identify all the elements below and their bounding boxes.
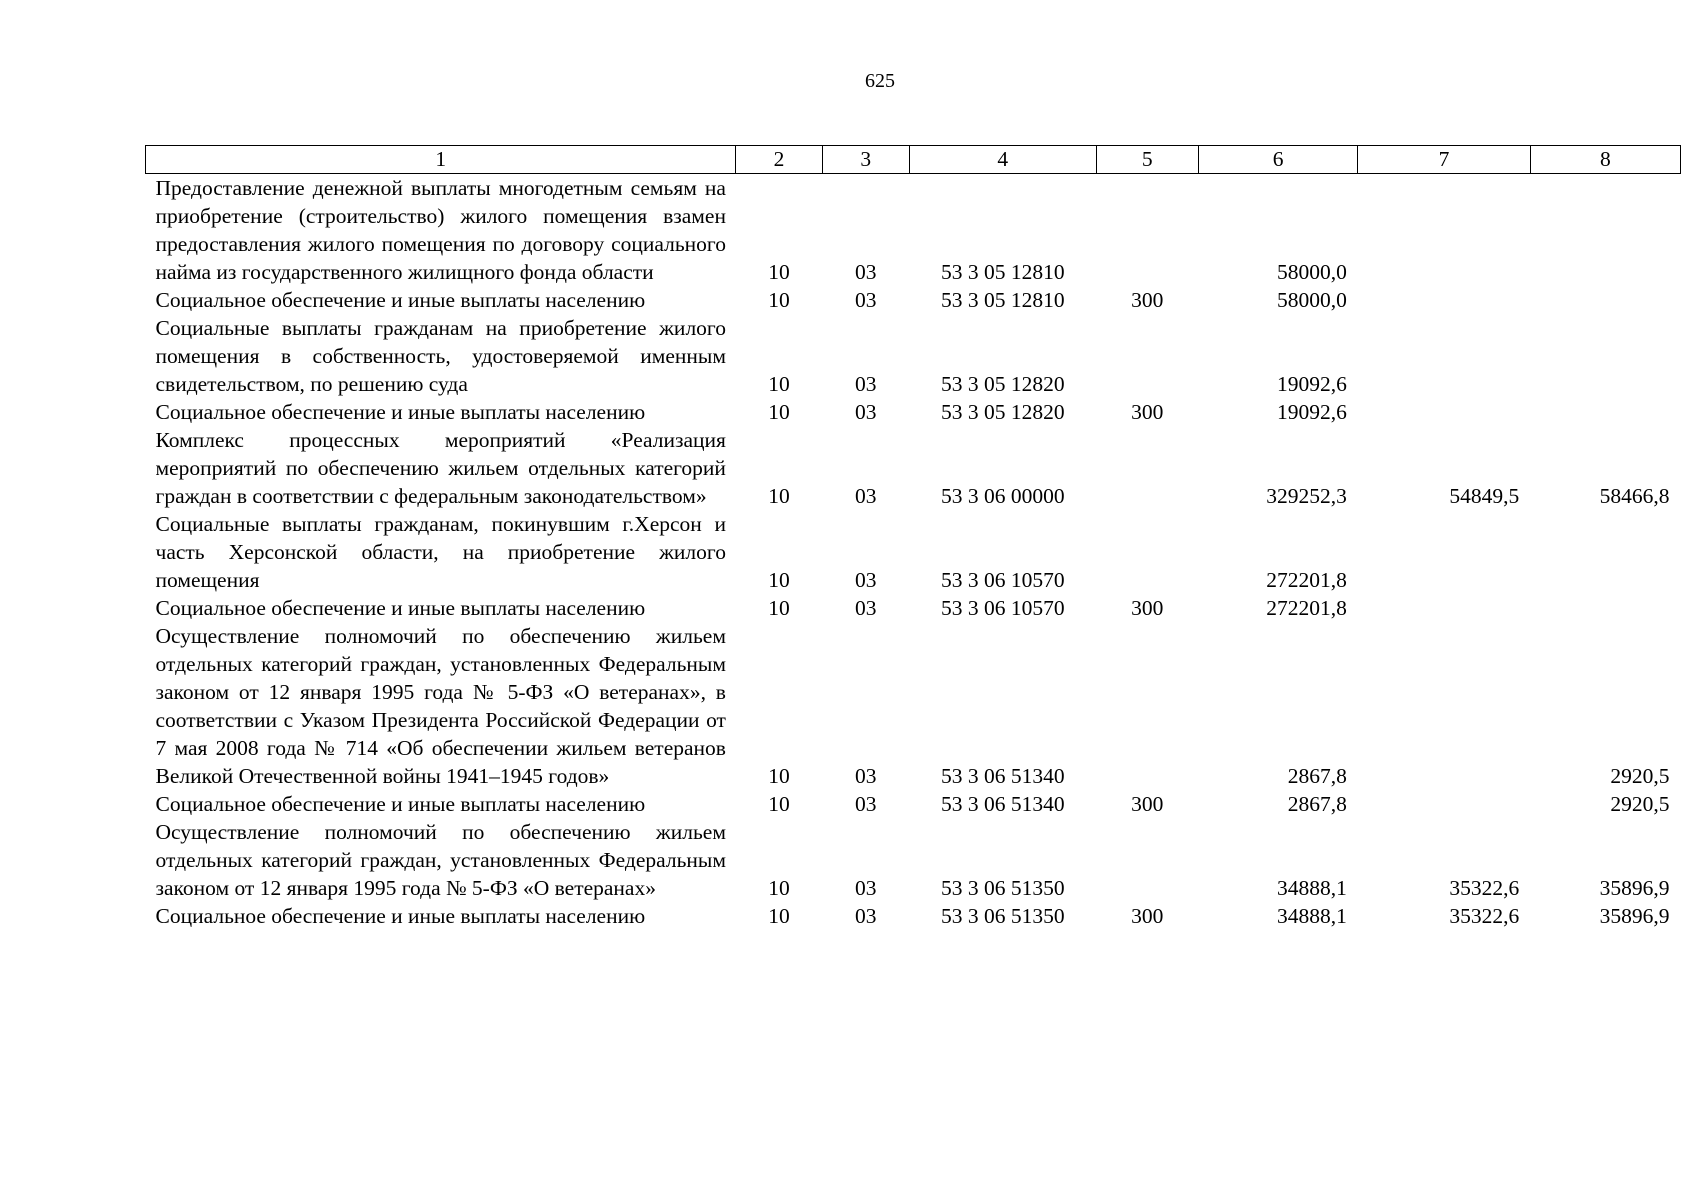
row-expense-type	[1096, 314, 1198, 398]
table-row	[146, 818, 1681, 902]
row-section: 10	[768, 792, 790, 816]
column-header-1: 1	[146, 146, 736, 174]
row-amount-col8: 2920,5	[1610, 764, 1670, 788]
row-name: Комплекс процессных мероприятий «Реализация мероприятий по обеспечению жильем отдельных категорий граждан в соответствии с федеральным законодательством»	[155, 428, 726, 508]
row-target-article: 53 3 06 10570	[940, 568, 1065, 592]
row-expense-type	[1096, 174, 1198, 287]
row-amount-col8	[1530, 174, 1680, 287]
row-expense-type	[1096, 510, 1198, 594]
table-row	[146, 594, 1681, 622]
row-amount-col7: 35322,6	[1449, 876, 1520, 900]
column-header-6: 6	[1198, 146, 1358, 174]
row-name: Социальные выплаты гражданам на приобретение жилого помещения в собственность, удостоверяемой именным свидетельством, по решению суда	[155, 316, 726, 396]
column-header-2: 2	[736, 146, 822, 174]
row-amount-col8: 35896,9	[1599, 876, 1670, 900]
row-amount-col6: 19092,6	[1277, 372, 1347, 396]
row-section: 10	[768, 288, 790, 312]
row-target-article: 53 3 06 51350	[940, 904, 1065, 928]
row-target-article: 53 3 06 10570	[940, 596, 1065, 620]
table-row	[146, 314, 1681, 398]
row-subsection: 03	[854, 372, 877, 396]
row-amount-col7	[1358, 790, 1530, 818]
row-expense-type: 300	[1131, 792, 1164, 816]
table-row	[146, 510, 1681, 594]
row-name: Осуществление полномочий по обеспечению жильем отдельных категорий граждан, установленных Федеральным законом от 12 января 1995 года № 5-ФЗ «О ветеранах»	[155, 820, 726, 900]
row-section: 10	[768, 568, 790, 592]
row-amount-col8	[1530, 510, 1680, 594]
row-amount-col6: 2867,8	[1287, 792, 1347, 816]
row-amount-col7	[1358, 174, 1530, 287]
header-row	[146, 146, 1681, 174]
row-amount-col6: 34888,1	[1277, 904, 1347, 928]
row-amount-col7	[1358, 622, 1530, 790]
row-subsection: 03	[854, 792, 877, 816]
row-name: Социальное обеспечение и иные выплаты населению	[155, 400, 646, 424]
row-name: Осуществление полномочий по обеспечению жильем отдельных категорий граждан, установленных Федеральным законом от 12 января 1995 года № 5-ФЗ «О ветеранах», в соответствии с Указом Президента Российской Федерации от 7 мая 2008 года № 714 «Об обеспечении жильем ветеранов Великой Отечественной войны 1941–1945 годов»	[155, 624, 726, 788]
row-section: 10	[768, 260, 790, 284]
row-amount-col8: 2920,5	[1610, 792, 1670, 816]
row-target-article: 53 3 06 51340	[940, 764, 1065, 788]
row-amount-col6: 329252,3	[1266, 484, 1347, 508]
row-target-article: 53 3 06 00000	[940, 484, 1065, 508]
row-section: 10	[768, 400, 790, 424]
table-row	[146, 622, 1681, 790]
row-name: Социальное обеспечение и иные выплаты населению	[155, 596, 646, 620]
row-subsection: 03	[854, 260, 877, 284]
row-target-article: 53 3 05 12820	[940, 372, 1065, 396]
column-header-4: 4	[909, 146, 1096, 174]
row-amount-col7	[1358, 286, 1530, 314]
row-section: 10	[768, 484, 790, 508]
column-header-8: 8	[1530, 146, 1680, 174]
row-amount-col6: 34888,1	[1277, 876, 1347, 900]
row-subsection: 03	[854, 568, 877, 592]
row-target-article: 53 3 05 12810	[940, 260, 1065, 284]
row-amount-col7	[1358, 398, 1530, 426]
table-body	[146, 174, 1681, 931]
row-amount-col6: 272201,8	[1266, 568, 1347, 592]
row-target-article: 53 3 05 12820	[940, 400, 1065, 424]
row-amount-col8	[1530, 594, 1680, 622]
row-amount-col7	[1358, 594, 1530, 622]
row-amount-col8	[1530, 314, 1680, 398]
row-name: Социальные выплаты гражданам, покинувшим г.Херсон и часть Херсонской области, на приобретение жилого помещения	[155, 512, 726, 592]
row-section: 10	[768, 904, 790, 928]
row-subsection: 03	[854, 876, 877, 900]
row-name: Социальное обеспечение и иные выплаты населению	[155, 288, 646, 312]
row-amount-col8: 35896,9	[1599, 904, 1670, 928]
row-amount-col7	[1358, 314, 1530, 398]
row-target-article: 53 3 06 51340	[940, 792, 1065, 816]
row-name: Социальное обеспечение и иные выплаты населению	[155, 792, 646, 816]
table-row	[146, 286, 1681, 314]
row-amount-col6: 58000,0	[1277, 288, 1347, 312]
row-expense-type	[1096, 426, 1198, 510]
table-row	[146, 174, 1681, 287]
row-expense-type: 300	[1131, 288, 1164, 312]
row-amount-col7: 35322,6	[1449, 904, 1520, 928]
row-subsection: 03	[854, 596, 877, 620]
row-section: 10	[768, 764, 790, 788]
row-expense-type: 300	[1131, 904, 1164, 928]
row-target-article: 53 3 05 12810	[940, 288, 1065, 312]
row-amount-col8	[1530, 286, 1680, 314]
table-row	[146, 398, 1681, 426]
row-expense-type: 300	[1131, 400, 1164, 424]
page-number: 625	[865, 70, 895, 92]
table-row	[146, 790, 1681, 818]
row-amount-col8	[1530, 398, 1680, 426]
row-amount-col6: 58000,0	[1277, 260, 1347, 284]
row-section: 10	[768, 876, 790, 900]
row-expense-type	[1096, 818, 1198, 902]
row-amount-col7: 54849,5	[1449, 484, 1520, 508]
column-header-7: 7	[1358, 146, 1530, 174]
row-amount-col6: 19092,6	[1277, 400, 1347, 424]
column-header-3: 3	[822, 146, 909, 174]
row-amount-col6: 272201,8	[1266, 596, 1347, 620]
row-amount-col8: 58466,8	[1599, 484, 1670, 508]
row-subsection: 03	[854, 288, 877, 312]
row-section: 10	[768, 372, 790, 396]
table-row	[146, 426, 1681, 510]
row-subsection: 03	[854, 764, 877, 788]
row-name: Предоставление денежной выплаты многодетным семьям на приобретение (строительство) жилого помещения взамен предоставления жилого помещения по договору социального найма из государственного жилищного фонда области	[155, 176, 726, 284]
row-subsection: 03	[854, 484, 877, 508]
table-row	[146, 902, 1681, 930]
row-amount-col6: 2867,8	[1287, 764, 1347, 788]
row-subsection: 03	[854, 400, 877, 424]
row-expense-type	[1096, 622, 1198, 790]
row-expense-type: 300	[1131, 596, 1164, 620]
row-target-article: 53 3 06 51350	[940, 876, 1065, 900]
budget-table	[145, 145, 1681, 930]
row-section: 10	[768, 596, 790, 620]
row-name: Социальное обеспечение и иные выплаты населению	[155, 904, 646, 928]
row-amount-col7	[1358, 510, 1530, 594]
row-subsection: 03	[854, 904, 877, 928]
column-header-5: 5	[1096, 146, 1198, 174]
